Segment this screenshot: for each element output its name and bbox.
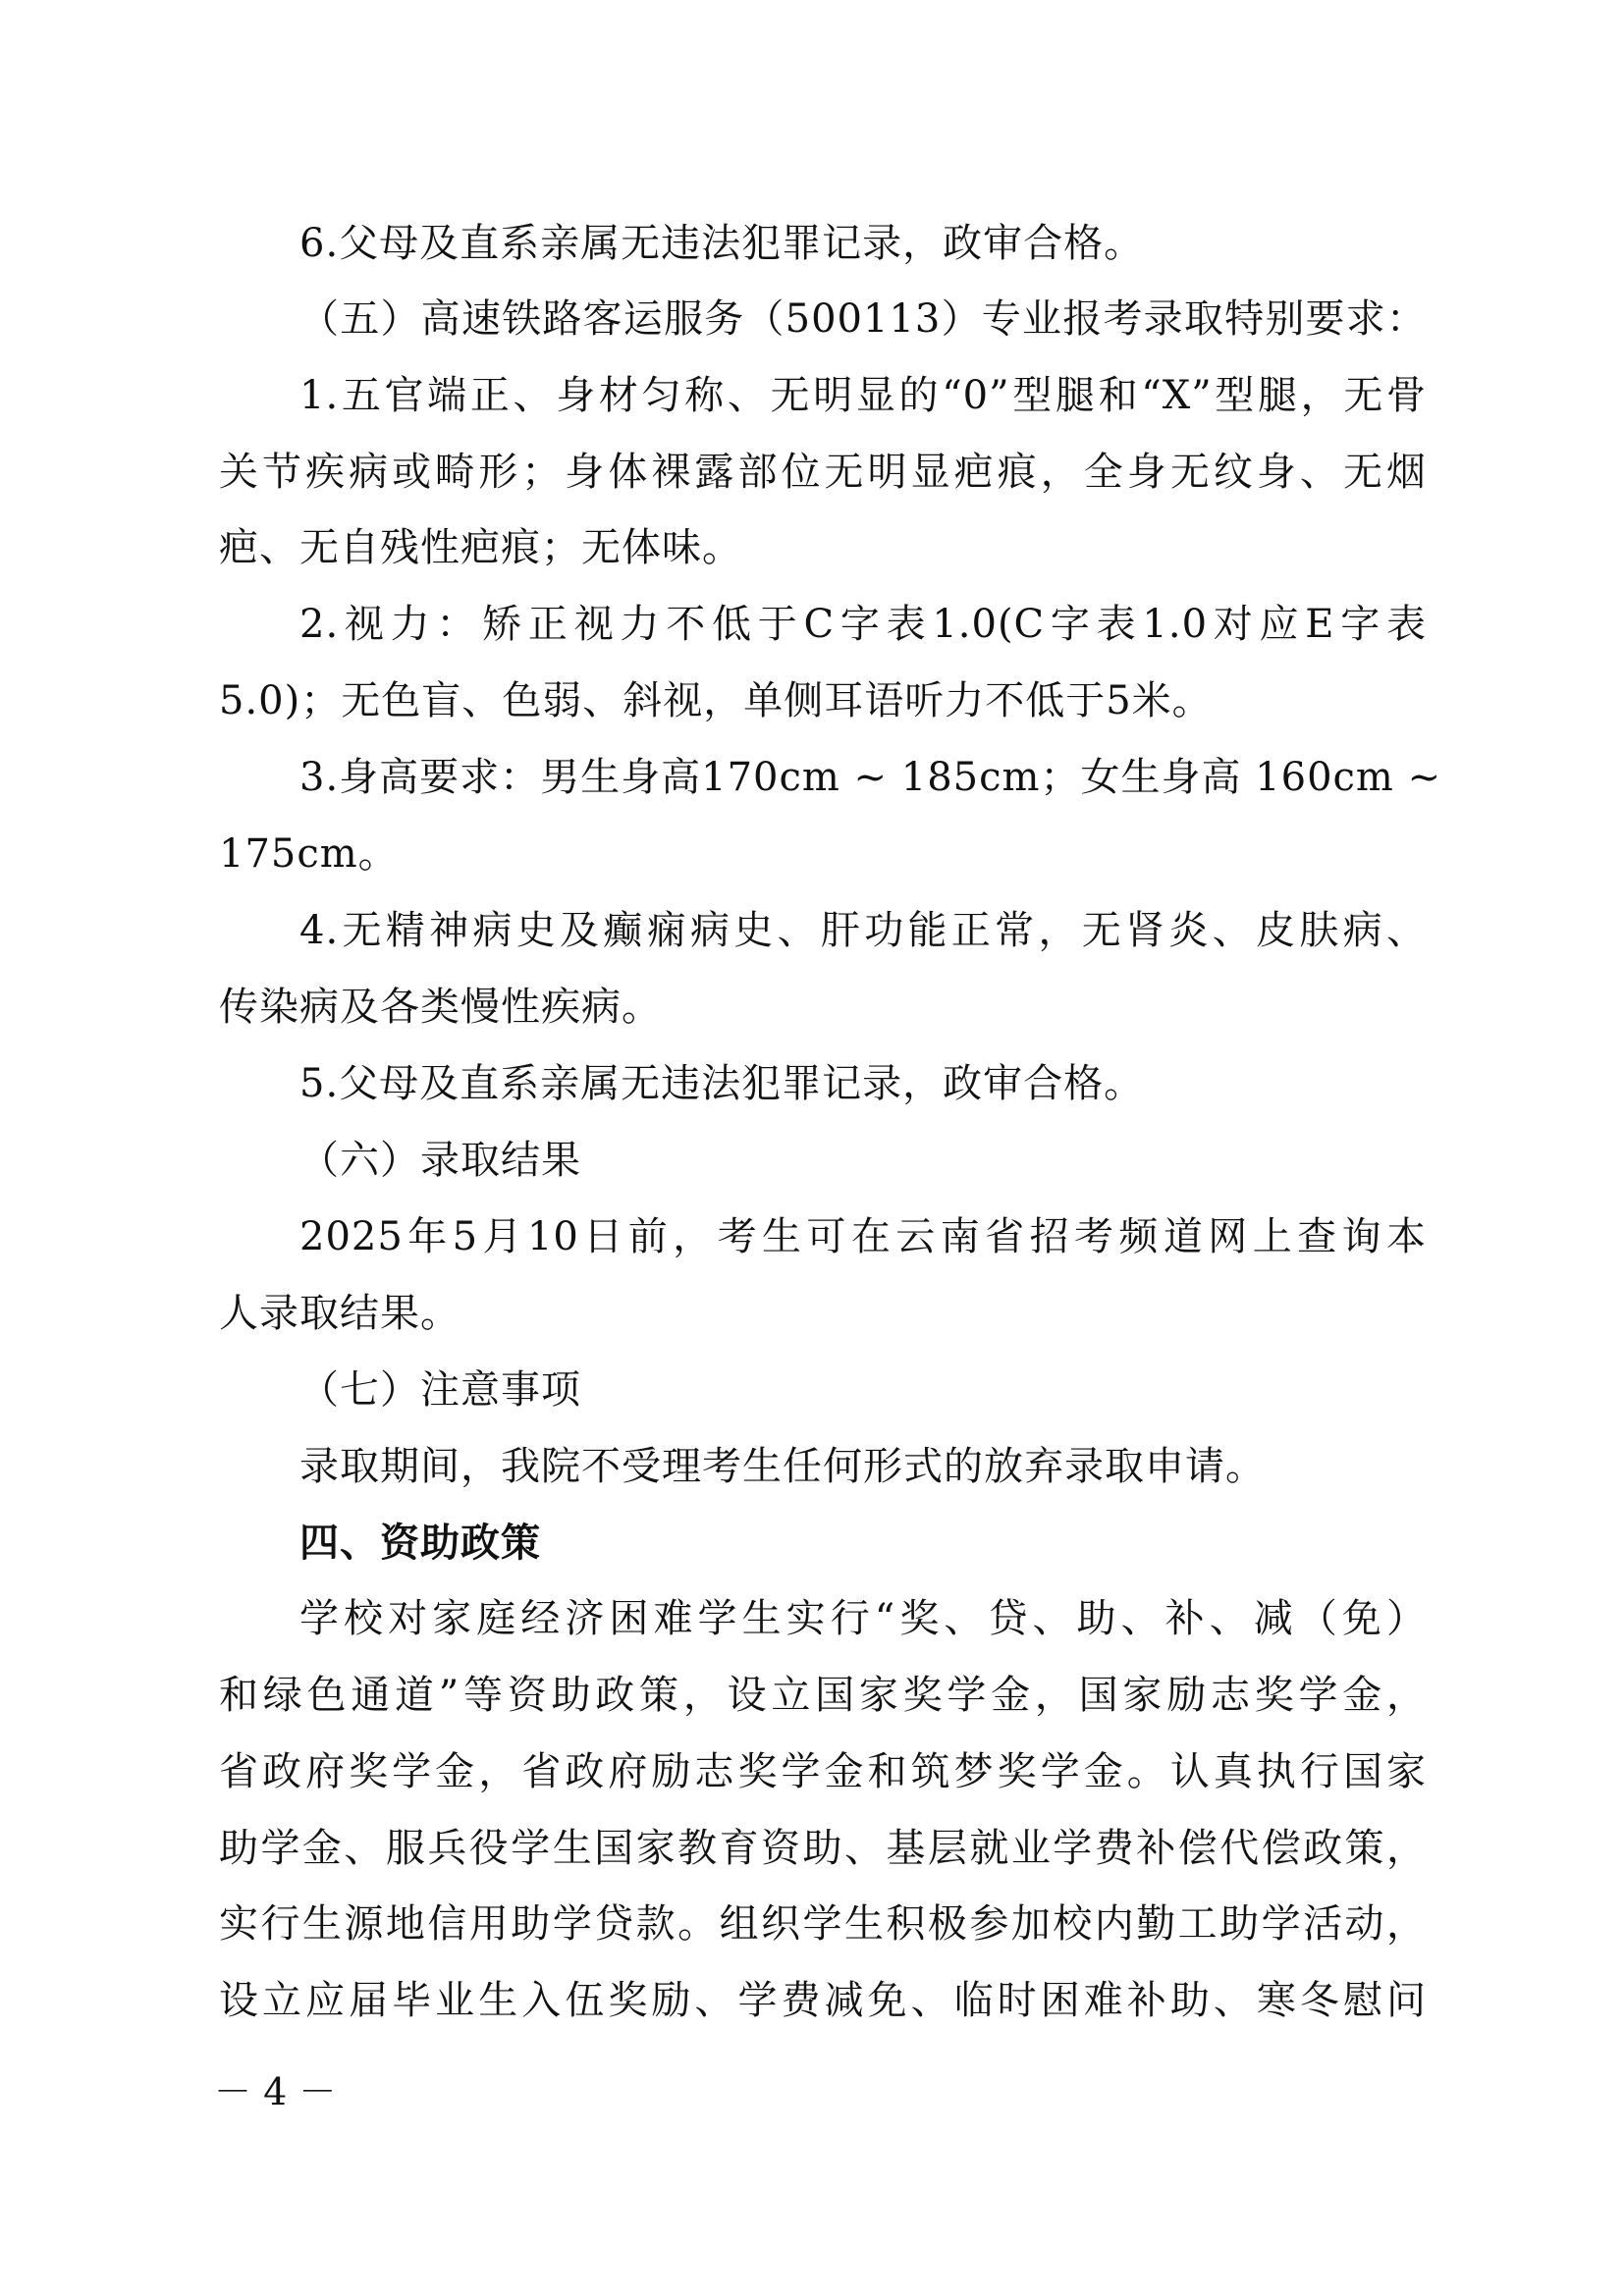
text-line-15: 人录取结果。 xyxy=(219,1291,460,1336)
text-line-2: （五）高速铁路客运服务（500113）专业报考录取特别要求： xyxy=(299,296,1427,342)
page-number: － 4 － xyxy=(214,2070,337,2113)
section-heading-notes: （七）注意事项 xyxy=(299,1367,581,1413)
text-line-5: 疤、无自残性疤痕；无体味。 xyxy=(219,525,742,570)
text-line-7: 5.0)；无色盲、色弱、斜视，单侧耳语听力不低于5米。 xyxy=(219,678,1213,723)
text-line-19: 学校对家庭经济困难学生实行“奖、贷、助、补、减（免） xyxy=(299,1596,1427,1641)
text-line-1: 6.父母及直系亲属无违法犯罪记录，政审合格。 xyxy=(299,221,1145,266)
text-line-4: 关节疾病或畸形；身体裸露部位无明显疤痕，全身无纹身、无烟 xyxy=(219,450,1427,495)
text-line-17: 录取期间，我院不受理考生任何形式的放弃录取申请。 xyxy=(299,1444,1266,1489)
text-line-22: 助学金、服兵役学生国家教育资助、基层就业学费补偿代偿政策， xyxy=(219,1826,1427,1871)
text-line-11: 传染病及各类慢性疾病。 xyxy=(219,985,662,1030)
text-line-24: 设立应届毕业生入伍奖励、学费减免、临时困难补助、寒冬慰问 xyxy=(219,1978,1427,2023)
section-heading-financial-aid: 四、资助政策 xyxy=(299,1521,541,1566)
text-line-20: 和绿色通道”等资助政策，设立国家奖学金，国家励志奖学金， xyxy=(219,1673,1427,1718)
section-heading-admission-result: （六）录取结果 xyxy=(299,1138,581,1183)
text-line-9: 175cm。 xyxy=(219,831,399,877)
text-line-23: 实行生源地信用助学贷款。组织学生积极参加校内勤工助学活动， xyxy=(219,1901,1427,1947)
text-line-3: 1.五官端正、身材匀称、无明显的“0”型腿和“X”型腿，无骨 xyxy=(299,373,1427,418)
text-line-12: 5.父母及直系亲属无违法犯罪记录，政审合格。 xyxy=(299,1061,1145,1106)
text-line-14: 2025年5月10日前，考生可在云南省招考频道网上查询本 xyxy=(299,1214,1427,1259)
text-line-21: 省政府奖学金，省政府励志奖学金和筑梦奖学金。认真执行国家 xyxy=(219,1749,1427,1794)
text-line-8: 3.身高要求：男生身高170cm ~ 185cm；女生身高 160cm ~ xyxy=(299,755,1442,800)
text-line-6: 2.视力：矫正视力不低于C字表1.0(C字表1.0对应E字表 xyxy=(299,602,1427,647)
text-line-10: 4.无精神病史及癫痫病史、肝功能正常，无肾炎、皮肤病、 xyxy=(299,908,1427,953)
